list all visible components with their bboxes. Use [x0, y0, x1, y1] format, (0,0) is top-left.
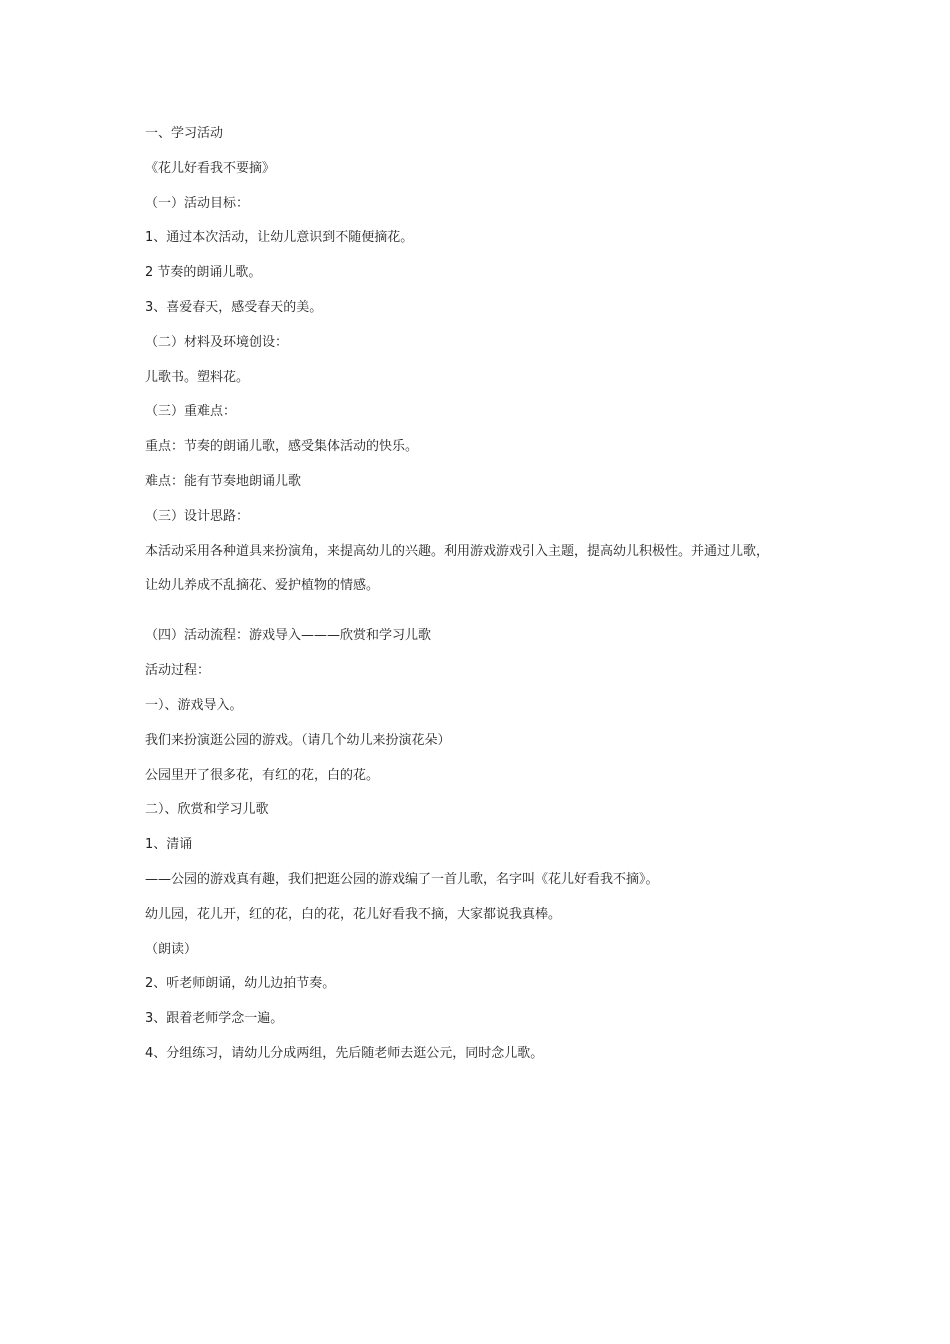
subheading-key-points: （三）重难点：: [145, 404, 237, 420]
rhyme-text: 幼儿园，花儿开，红的花，白的花，花儿好看我不摘，大家都说我真棒。: [145, 906, 562, 922]
activity-title: 《花儿好看我不要摘》: [145, 160, 276, 176]
subheading-flow: （四）活动流程：游戏导入———欣赏和学习儿歌: [145, 628, 432, 644]
sub-step-4: 4、分组练习，请幼儿分成两组，先后随老师去逛公元，同时念儿歌。: [145, 1045, 544, 1061]
subheading-materials: （二）材料及环境创设：: [145, 334, 289, 350]
subheading-design: （三）设计思路：: [145, 508, 250, 524]
goal-item-1: 1、通过本次活动，让幼儿意识到不随便摘花。: [145, 230, 414, 246]
subheading-goals: （一）活动目标：: [145, 195, 250, 211]
step-heading-2: 二）、欣赏和学习儿歌: [145, 802, 269, 818]
step-text: 公园里开了很多花，有红的花，白的花。: [145, 767, 380, 783]
design-paragraph-line-2: 让幼儿养成不乱摘花、爱护植物的情感。: [145, 578, 380, 594]
sub-step-1: 1、清诵: [145, 837, 193, 853]
difficulty-text: 难点：能有节奏地朗诵儿歌: [145, 473, 302, 489]
step-heading-1: 一）、游戏导入。: [145, 697, 243, 713]
goal-item-2: 2 节奏的朗诵儿歌。: [145, 265, 262, 281]
key-point-text: 重点：节奏的朗诵儿歌，感受集体活动的快乐。: [145, 439, 419, 455]
section-heading: 一、学习活动: [145, 126, 224, 141]
document-page: [145, 124, 825, 1079]
step-text: ——公园的游戏真有趣，我们把逛公园的游戏编了一首儿歌，名字叫《花儿好看我不摘》。: [145, 871, 659, 887]
sub-step-3: 3、跟着老师学念一遍。: [145, 1011, 284, 1027]
materials-text: 儿歌书。塑料花。: [145, 369, 250, 385]
process-heading: 活动过程：: [145, 663, 211, 679]
step-text: 我们来扮演逛公园的游戏。（请几个幼儿来扮演花朵）: [145, 732, 451, 748]
design-paragraph-line-1: 本活动采用各种道具来扮演角，来提高幼儿的兴趣。利用游戏游戏引入主题，提高幼儿积极性。并通过儿歌，: [145, 543, 770, 559]
reading-note: （朗读）: [145, 941, 198, 957]
goal-item-3: 3、喜爱春天，感受春天的美。: [145, 299, 323, 315]
sub-step-2: 2、听老师朗诵，幼儿边拍节奏。: [145, 976, 336, 992]
